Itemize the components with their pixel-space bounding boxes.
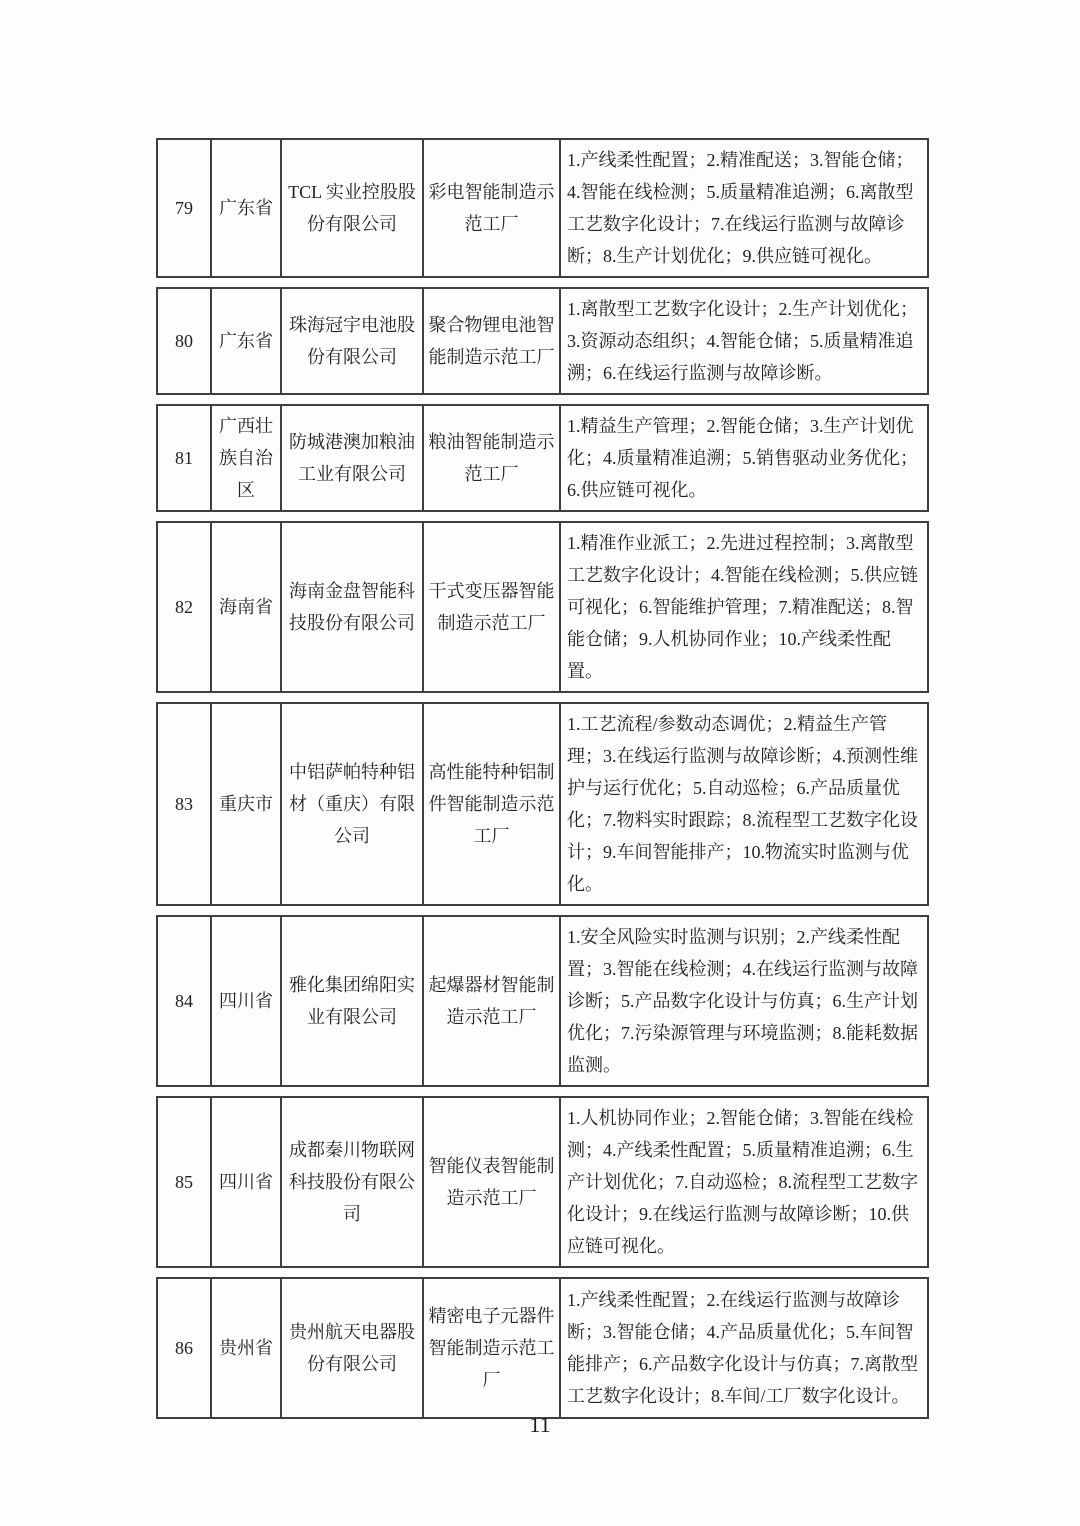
- table-row: [156, 521, 929, 693]
- cell-features: 1.产线柔性配置；2.在线运行监测与故障诊断；3.智能仓储；4.产品质量优化；5.车间智能排产；6.产品数字化设计与仿真；7.离散型工艺数字化设计；8.车间/工厂数字化设计。: [567, 1290, 918, 1406]
- cell-company: 成都秦川物联网科技股份有限公司: [282, 1098, 424, 1266]
- table-row: [156, 915, 929, 1087]
- page-number: 11: [529, 1412, 551, 1437]
- cell-province: 四川省: [212, 917, 282, 1085]
- cell-features: 1.离散型工艺数字化设计；2.生产计划优化；3.资源动态组织；4.智能仓储；5.质量精准追溯；6.在线运行监测与故障诊断。: [567, 299, 918, 383]
- cell-company: 防城港澳加粮油工业有限公司: [282, 406, 424, 510]
- cell-company: 雅化集团绵阳实业有限公司: [282, 917, 424, 1085]
- cell-factory: 起爆器材智能制造示范工厂: [424, 917, 561, 1085]
- cell-province: 重庆市: [212, 704, 282, 904]
- cell-factory: 智能仪表智能制造示范工厂: [424, 1098, 561, 1266]
- cell-number: 81: [158, 406, 212, 510]
- cell-number: 79: [158, 140, 212, 276]
- cell-factory: 粮油智能制造示范工厂: [424, 406, 561, 510]
- cell-number: 85: [158, 1098, 212, 1266]
- cell-province: 广东省: [212, 140, 282, 276]
- table-row: [156, 138, 929, 278]
- cell-features: 1.产线柔性配置；2.精准配送；3.智能仓储；4.智能在线检测；5.质量精准追溯；6.离散型工艺数字化设计；7.在线运行监测与故障诊断；8.生产计划优化；9.供应链可视化。: [567, 150, 914, 266]
- cell-factory: 高性能特种铝制件智能制造示范工厂: [424, 704, 561, 904]
- cell-province: 海南省: [212, 523, 282, 691]
- cell-province: 四川省: [212, 1098, 282, 1266]
- cell-province: 广西壮族自治区: [212, 406, 282, 510]
- cell-company: 海南金盘智能科技股份有限公司: [282, 523, 424, 691]
- cell-company: 珠海冠宇电池股份有限公司: [282, 289, 424, 393]
- cell-factory: 聚合物锂电池智能制造示范工厂: [424, 289, 561, 393]
- cell-factory: 彩电智能制造示范工厂: [424, 140, 561, 276]
- cell-company: 中铝萨帕特种铝材（重庆）有限公司: [282, 704, 424, 904]
- cell-company: 贵州航天电器股份有限公司: [282, 1279, 424, 1417]
- table-row: [156, 1277, 929, 1419]
- cell-number: 84: [158, 917, 212, 1085]
- cell-factory: 精密电子元器件智能制造示范工厂: [424, 1279, 561, 1417]
- cell-province: 广东省: [212, 289, 282, 393]
- cell-number: 83: [158, 704, 212, 904]
- cell-features: 1.安全风险实时监测与识别；2.产线柔性配置；3.智能在线检测；4.在线运行监测与故障诊断；5.产品数字化设计与仿真；6.生产计划优化；7.污染源管理与环境监测；8.能耗数据监测。: [567, 927, 918, 1075]
- table-row: [156, 287, 929, 395]
- table-row: [156, 404, 929, 512]
- cell-company: TCL 实业控股股份有限公司: [282, 140, 424, 276]
- cell-features: 1.人机协同作业；2.智能仓储；3.智能在线检测；4.产线柔性配置；5.质量精准追溯；6.生产计划优化；7.自动巡检；8.流程型工艺数字化设计；9.在线运行监测与故障诊断；10.供应链可视化。: [567, 1108, 918, 1256]
- table-row: [156, 1096, 929, 1268]
- cell-number: 80: [158, 289, 212, 393]
- cell-features: 1.精准作业派工；2.先进过程控制；3.离散型工艺数字化设计；4.智能在线检测；5.供应链可视化；6.智能维护管理；7.精准配送；8.智能仓储；9.人机协同作业；10.产线柔性配置。: [567, 533, 918, 681]
- factory-list-table: [156, 138, 929, 1428]
- cell-number: 86: [158, 1279, 212, 1417]
- cell-features: 1.精益生产管理；2.智能仓储；3.生产计划优化；4.质量精准追溯；5.销售驱动业务优化；6.供应链可视化。: [567, 416, 918, 500]
- cell-number: 82: [158, 523, 212, 691]
- table-row: [156, 702, 929, 906]
- cell-province: 贵州省: [212, 1279, 282, 1417]
- cell-factory: 干式变压器智能制造示范工厂: [424, 523, 561, 691]
- cell-features: 1.工艺流程/参数动态调优；2.精益生产管理；3.在线运行监测与故障诊断；4.预测性维护与运行优化；5.自动巡检；6.产品质量优化；7.物料实时跟踪；8.流程型工艺数字化设计；9.车间智能排产；10.物流实时监测与优化。: [567, 714, 918, 894]
